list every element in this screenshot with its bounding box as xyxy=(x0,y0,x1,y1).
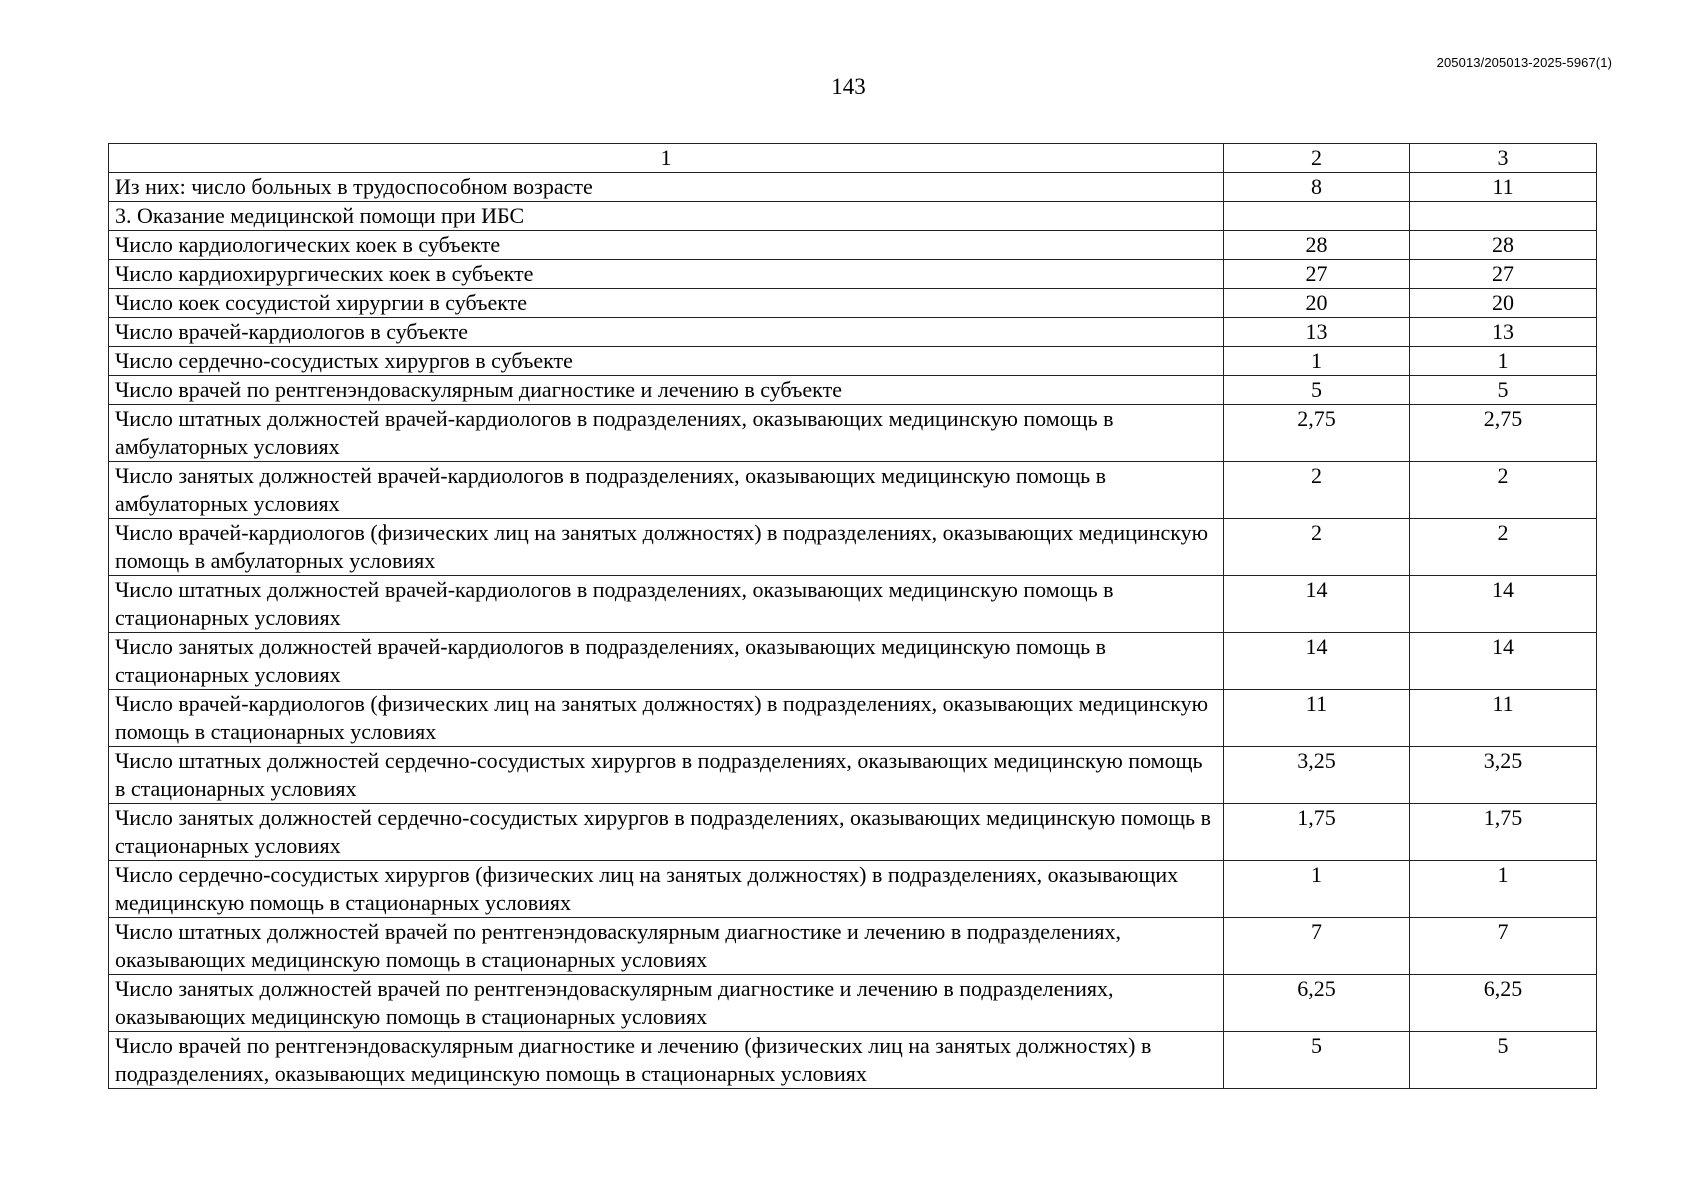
row-value-col2 xyxy=(1224,202,1410,231)
table-row xyxy=(109,519,1597,576)
table-row xyxy=(109,690,1597,747)
row-value-col3: 5 xyxy=(1410,376,1597,405)
row-value-col3: 7 xyxy=(1410,918,1597,975)
table-header-row xyxy=(109,144,1597,173)
table-row xyxy=(109,202,1597,231)
row-value-col2: 20 xyxy=(1224,289,1410,318)
row-value-col3 xyxy=(1410,202,1597,231)
row-value-col3: 11 xyxy=(1410,690,1597,747)
row-label-cell: Число коек сосудистой хирургии в субъекте xyxy=(109,289,1224,318)
table-row xyxy=(109,747,1597,804)
row-value-col3: 27 xyxy=(1410,260,1597,289)
row-value-col2: 7 xyxy=(1224,918,1410,975)
row-value-col2: 2 xyxy=(1224,519,1410,576)
row-label-cell: Число кардиологических коек в субъекте xyxy=(109,231,1224,260)
table-row xyxy=(109,318,1597,347)
table-row xyxy=(109,462,1597,519)
table-row xyxy=(109,804,1597,861)
row-value-col2: 8 xyxy=(1224,173,1410,202)
table-row xyxy=(109,918,1597,975)
row-label-cell: Число занятых должностей врачей-кардиологов в подразделениях, оказывающих медицинскую помощь в стационарных условиях xyxy=(109,633,1224,690)
column-header-3: 3 xyxy=(1410,144,1597,173)
table-row xyxy=(109,861,1597,918)
row-label-cell: Число врачей-кардиологов (физических лиц на занятых должностях) в подразделениях, оказывающих медицинскую помощь в амбулаторных условиях xyxy=(109,519,1224,576)
row-value-col3: 1 xyxy=(1410,347,1597,376)
row-label-cell: Число занятых должностей сердечно-сосудистых хирургов в подразделениях, оказывающих медицинскую помощь в стационарных условиях xyxy=(109,804,1224,861)
row-label-cell: Число штатных должностей врачей-кардиологов в подразделениях, оказывающих медицинскую помощь в амбулаторных условиях xyxy=(109,405,1224,462)
row-value-col3: 11 xyxy=(1410,173,1597,202)
row-value-col3: 14 xyxy=(1410,576,1597,633)
row-label-cell: Число занятых должностей врачей-кардиологов в подразделениях, оказывающих медицинскую помощь в амбулаторных условиях xyxy=(109,462,1224,519)
page-number: 143 xyxy=(831,74,866,99)
row-label-cell: Число врачей по рентгенэндоваскулярным диагностике и лечению в субъекте xyxy=(109,376,1224,405)
row-value-col3: 2,75 xyxy=(1410,405,1597,462)
row-value-col2: 1 xyxy=(1224,347,1410,376)
row-value-col2: 2,75 xyxy=(1224,405,1410,462)
row-value-col2: 13 xyxy=(1224,318,1410,347)
row-label-cell: Число кардиохирургических коек в субъекте xyxy=(109,260,1224,289)
column-header-1: 1 xyxy=(109,144,1224,173)
row-value-col3: 6,25 xyxy=(1410,975,1597,1032)
column-header-2: 2 xyxy=(1224,144,1410,173)
table-row xyxy=(109,231,1597,260)
row-value-col2: 27 xyxy=(1224,260,1410,289)
row-label-cell: Число сердечно-сосудистых хирургов в субъекте xyxy=(109,347,1224,376)
table-row xyxy=(109,975,1597,1032)
row-value-col2: 11 xyxy=(1224,690,1410,747)
row-value-col2: 5 xyxy=(1224,1032,1410,1089)
row-label-cell: Число штатных должностей сердечно-сосудистых хирургов в подразделениях, оказывающих медицинскую помощь в стационарных условиях xyxy=(109,747,1224,804)
data-table xyxy=(108,143,1597,1089)
table-row xyxy=(109,405,1597,462)
row-label-cell: Число штатных должностей врачей-кардиологов в подразделениях, оказывающих медицинскую помощь в стационарных условиях xyxy=(109,576,1224,633)
row-value-col3: 1 xyxy=(1410,861,1597,918)
row-value-col2: 28 xyxy=(1224,231,1410,260)
row-value-col3: 13 xyxy=(1410,318,1597,347)
row-value-col3: 2 xyxy=(1410,462,1597,519)
row-value-col3: 1,75 xyxy=(1410,804,1597,861)
row-value-col3: 28 xyxy=(1410,231,1597,260)
table-row xyxy=(109,289,1597,318)
table-row xyxy=(109,576,1597,633)
row-label-cell: Число штатных должностей врачей по рентгенэндоваскулярным диагностике и лечению в подразделениях, оказывающих медицинскую помощь в стационарных условиях xyxy=(109,918,1224,975)
table-row xyxy=(109,376,1597,405)
row-label-cell: Число врачей-кардиологов в субъекте xyxy=(109,318,1224,347)
row-label-cell: Число врачей по рентгенэндоваскулярным диагностике и лечению (физических лиц на занятых должностях) в подразделениях, оказывающих медицинскую помощь в стационарных условиях xyxy=(109,1032,1224,1089)
row-label-cell: Число занятых должностей врачей по рентгенэндоваскулярным диагностике и лечению в подразделениях, оказывающих медицинскую помощь в стационарных условиях xyxy=(109,975,1224,1032)
table-row xyxy=(109,1032,1597,1089)
row-value-col2: 1 xyxy=(1224,861,1410,918)
table-row xyxy=(109,633,1597,690)
row-value-col3: 2 xyxy=(1410,519,1597,576)
row-label-cell: Из них: число больных в трудоспособном возрасте xyxy=(109,173,1224,202)
row-label-cell: Число сердечно-сосудистых хирургов (физических лиц на занятых должностях) в подразделениях, оказывающих медицинскую помощь в стационарных условиях xyxy=(109,861,1224,918)
table-row xyxy=(109,173,1597,202)
document-id: 205013/205013-2025-5967(1) xyxy=(1436,55,1612,70)
row-label-cell: 3. Оказание медицинской помощи при ИБС xyxy=(109,202,1224,231)
row-value-col3: 5 xyxy=(1410,1032,1597,1089)
row-value-col2: 1,75 xyxy=(1224,804,1410,861)
row-value-col2: 14 xyxy=(1224,633,1410,690)
row-value-col3: 14 xyxy=(1410,633,1597,690)
row-value-col3: 20 xyxy=(1410,289,1597,318)
row-value-col2: 2 xyxy=(1224,462,1410,519)
table-row xyxy=(109,260,1597,289)
row-value-col2: 6,25 xyxy=(1224,975,1410,1032)
row-value-col3: 3,25 xyxy=(1410,747,1597,804)
table-row xyxy=(109,347,1597,376)
row-value-col2: 14 xyxy=(1224,576,1410,633)
row-value-col2: 3,25 xyxy=(1224,747,1410,804)
row-value-col2: 5 xyxy=(1224,376,1410,405)
row-label-cell: Число врачей-кардиологов (физических лиц на занятых должностях) в подразделениях, оказывающих медицинскую помощь в стационарных условиях xyxy=(109,690,1224,747)
